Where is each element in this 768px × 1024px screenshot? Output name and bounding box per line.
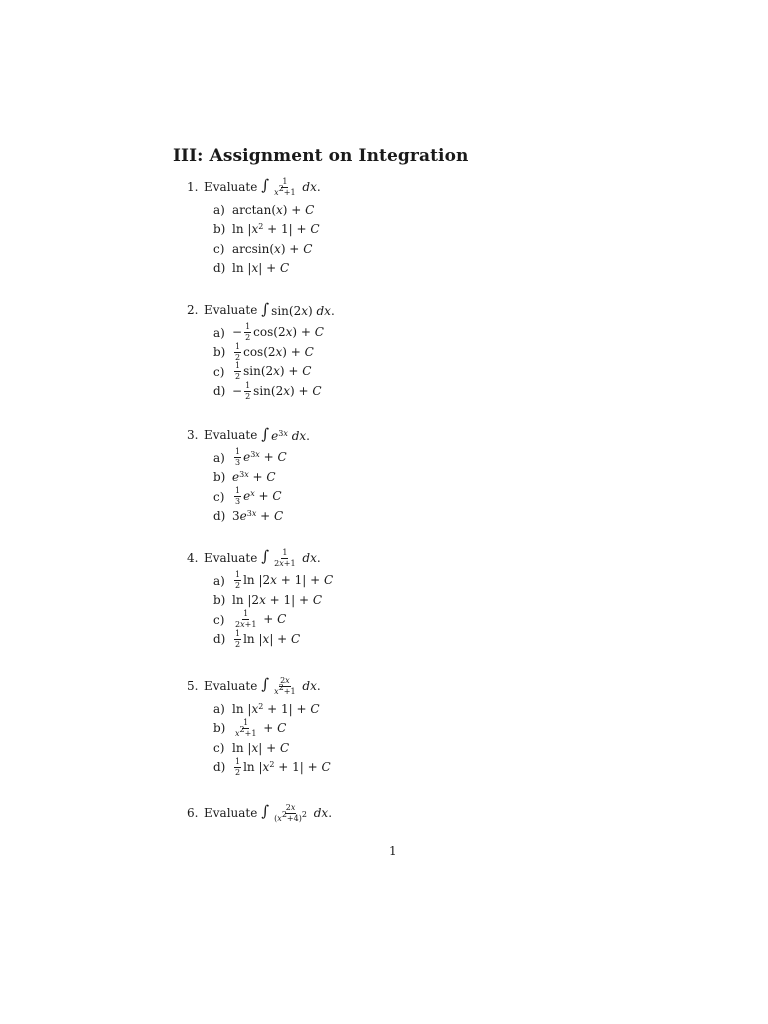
- question-number: 2.: [187, 303, 199, 317]
- question-verb: Evaluate: [204, 806, 258, 820]
- integral-expression: ∫ $e^{3x}$ dx.: [261, 425, 310, 443]
- option-d[interactable]: d) − $\frac{1}{2}$ sin(2x) + C: [213, 380, 322, 401]
- option-c[interactable]: c) ln |x| + C: [213, 740, 290, 755]
- problem-5: [187, 676, 331, 777]
- option-a[interactable]: a) $\frac{1}{3}$ $e^{3x} + C$: [213, 447, 287, 468]
- question-5: [187, 676, 331, 696]
- question-number: 5.: [187, 679, 199, 693]
- option-b[interactable]: b) ln |2x + 1| + C: [213, 593, 323, 608]
- answer-options: [213, 448, 310, 526]
- answer-options: [213, 699, 331, 777]
- question-2: [187, 300, 335, 320]
- question-verb: Evaluate: [204, 551, 258, 565]
- option-b[interactable]: b) $\frac{1}{x^2+1}$ + C: [213, 717, 287, 738]
- page-title: III: Assignment on Integration: [173, 146, 469, 166]
- question-number: 4.: [187, 551, 199, 565]
- option-a[interactable]: a) arctan(x) + C: [213, 202, 315, 217]
- option-b[interactable]: b) $\frac{1}{2}$ cos(2x) + C: [213, 341, 314, 362]
- option-a[interactable]: a) $\frac{1}{2}$ ln |2x + 1| + C: [213, 570, 334, 591]
- option-a[interactable]: a) $\ln |x^2 + 1| + C$: [213, 701, 320, 716]
- question-verb: Evaluate: [204, 303, 258, 317]
- option-d[interactable]: d) ln |x| + C: [213, 261, 290, 276]
- option-b[interactable]: b) $e^{3x} + C$: [213, 470, 276, 485]
- integral-expression: ∫ $\frac{1}{2x+1}$ dx.: [261, 547, 321, 568]
- question-1: [187, 177, 321, 197]
- option-c[interactable]: c) $\frac{1}{2}$ sin(2x) + C: [213, 361, 312, 382]
- option-c[interactable]: c) arcsin(x) + C: [213, 241, 313, 256]
- option-c[interactable]: c) $\frac{1}{3}$ $e^x + C$: [213, 486, 282, 507]
- question-4: [187, 548, 333, 568]
- question-number: 3.: [187, 428, 199, 442]
- problem-3: [187, 425, 310, 526]
- option-c[interactable]: c) $\frac{1}{2x+1}$ + C: [213, 609, 287, 630]
- option-d[interactable]: d) $\frac{1}{2}$ ln |x| + C: [213, 628, 301, 649]
- question-number: 6.: [187, 806, 199, 820]
- option-d[interactable]: d) $3e^{3x} + C$: [213, 509, 284, 524]
- answer-options: [213, 323, 335, 401]
- question-number: 1.: [187, 180, 199, 194]
- integral-expression: ∫ sin(2x) dx.: [261, 300, 335, 318]
- problem-4: [187, 548, 333, 649]
- option-a[interactable]: a) − $\frac{1}{2}$ cos(2x) + C: [213, 322, 324, 343]
- problem-2: [187, 300, 335, 401]
- question-6: [187, 803, 332, 823]
- problem-6: [187, 803, 332, 823]
- problem-1: [187, 177, 321, 278]
- integral-expression: ∫ $\frac{1}{x^2+1}$ dx.: [261, 176, 321, 197]
- option-d[interactable]: d) $\frac{1}{2}$ $\ln |x^2 + 1| + C$: [213, 756, 331, 777]
- question-3: [187, 425, 310, 445]
- integral-expression: ∫ $\frac{2x}{x^2+1}$ dx.: [261, 675, 321, 696]
- answer-options: [213, 200, 321, 278]
- question-verb: Evaluate: [204, 679, 258, 693]
- option-b[interactable]: b) $\ln |x^2 + 1| + C$: [213, 222, 320, 237]
- page-number: 1: [389, 844, 397, 858]
- integral-expression: ∫ $\frac{2x}{(x^2+4)^2}$ dx.: [261, 802, 333, 823]
- question-verb: Evaluate: [204, 428, 258, 442]
- question-verb: Evaluate: [204, 180, 258, 194]
- answer-options: [213, 571, 333, 649]
